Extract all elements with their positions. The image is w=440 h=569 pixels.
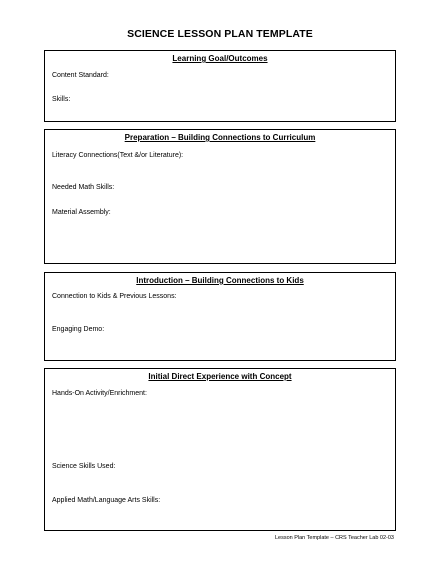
field-label-content-standard: Content Standard:: [52, 72, 109, 79]
field-label-science-skills: Science Skills Used:: [52, 463, 116, 470]
section-learning-goal: [44, 50, 396, 122]
section-introduction: [44, 272, 396, 361]
field-label-connection-to-kids: Connection to Kids & Previous Lessons:: [52, 293, 177, 300]
section-preparation: [44, 129, 396, 264]
section-initial-experience: [44, 368, 396, 531]
field-label-hands-on-activity: Hands-On Activity/Enrichment:: [52, 390, 147, 397]
field-label-math-skills: Needed Math Skills:: [52, 184, 115, 191]
field-label-literacy-connections: Literacy Connections(Text &/or Literature):: [52, 152, 184, 159]
section-heading: Introduction – Building Connections to Kids: [136, 276, 304, 285]
section-heading: Preparation – Building Connections to Curriculum: [124, 133, 316, 142]
section-heading: Initial Direct Experience with Concept: [148, 372, 292, 381]
field-label-skills: Skills:: [52, 96, 71, 103]
page-title: SCIENCE LESSON PLAN TEMPLATE: [127, 28, 313, 40]
field-label-applied-math: Applied Math/Language Arts Skills:: [52, 497, 161, 504]
section-heading: Learning Goal/Outcomes: [172, 54, 268, 63]
field-label-material-assembly: Material Assembly:: [52, 209, 111, 216]
field-label-engaging-demo: Engaging Demo:: [52, 326, 105, 333]
page-footer: Lesson Plan Template – CRS Teacher Lab 02-03: [274, 535, 394, 541]
